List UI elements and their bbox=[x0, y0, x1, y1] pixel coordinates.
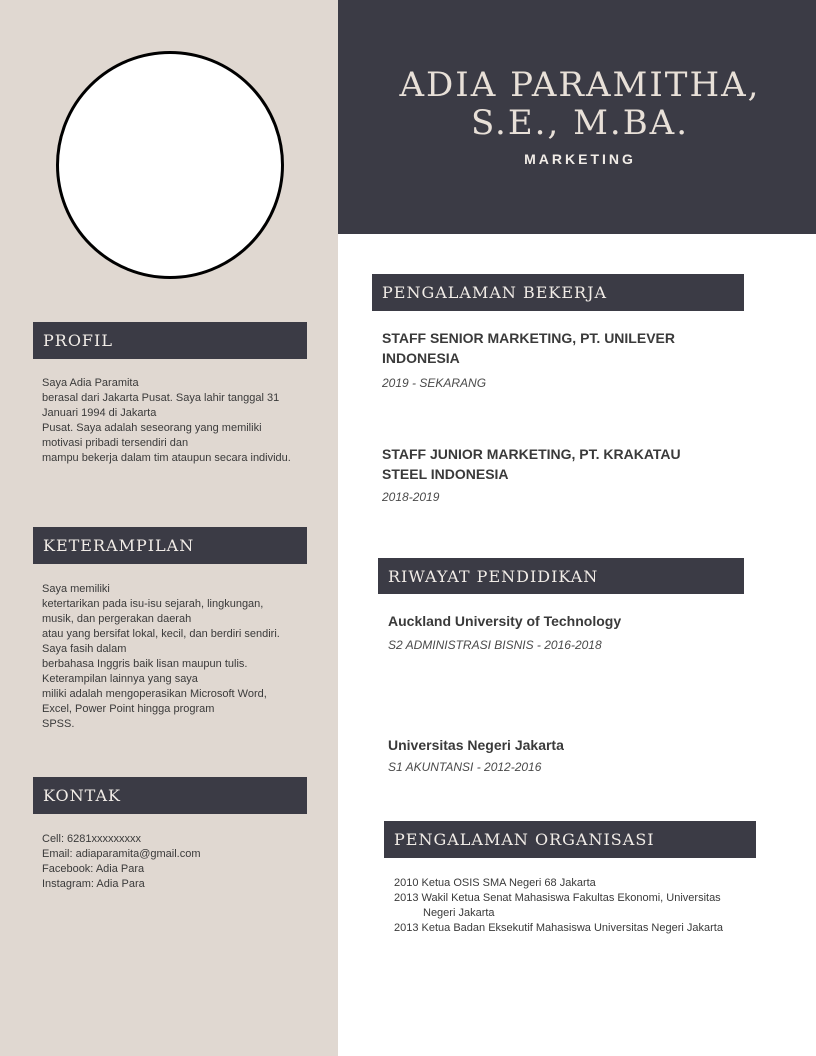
person-name bbox=[338, 66, 816, 142]
skills-line: Excel, Power Point hingga program bbox=[42, 703, 215, 715]
name-line-1: ADIA PARAMITHA, bbox=[399, 65, 761, 105]
job-title bbox=[382, 444, 681, 484]
profile-line: Januari 1994 di Jakarta bbox=[42, 407, 157, 419]
skills-line: musik, dan pergerakan daerah bbox=[42, 613, 192, 625]
school-name: Auckland University of Technology bbox=[388, 613, 622, 629]
job-period: 2019 - SEKARANG bbox=[382, 376, 487, 390]
experience-heading: PENGALAMAN BEKERJA bbox=[372, 274, 744, 311]
school-detail: S2 ADMINISTRASI BISNIS - 2016-2018 bbox=[388, 638, 602, 652]
profile-line: Pusat. Saya adalah seseorang yang memiliki bbox=[42, 422, 262, 434]
profile-text bbox=[42, 376, 304, 466]
contact-heading: KONTAK bbox=[33, 777, 307, 814]
organization-list bbox=[394, 876, 744, 936]
skills-line: Saya memiliki bbox=[42, 583, 110, 595]
profile-line: mampu bekerja dalam tim ataupun secara individu. bbox=[42, 452, 291, 464]
organization-heading: PENGALAMAN ORGANISASI bbox=[384, 821, 756, 858]
skills-line: SPSS. bbox=[42, 718, 75, 730]
skills-heading: KETERAMPILAN bbox=[33, 527, 307, 564]
skills-line: atau yang bersifat lokal, kecil, dan berdiri sendiri. bbox=[42, 628, 280, 640]
skills-line: Keterampilan lainnya yang saya bbox=[42, 673, 198, 685]
skills-line: berbahasa Inggris baik lisan maupun tulis. bbox=[42, 658, 248, 670]
contact-email: Email: adiaparamita@gmail.com bbox=[42, 848, 201, 860]
education-heading: RIWAYAT PENDIDIKAN bbox=[378, 558, 744, 594]
organization-item: 2013 Wakil Ketua Senat Mahasiswa Fakultas Ekonomi, Universitas Negeri Jakarta bbox=[394, 892, 721, 919]
school-name: Universitas Negeri Jakarta bbox=[388, 737, 564, 753]
contact-instagram: Instagram: Adia Para bbox=[42, 878, 145, 890]
school-detail: S1 AKUNTANSI - 2012-2016 bbox=[388, 760, 542, 774]
job-role: MARKETING bbox=[524, 151, 636, 167]
job-period: 2018-2019 bbox=[382, 490, 440, 504]
profile-line: motivasi pribadi tersendiri dan bbox=[42, 437, 189, 449]
skills-text bbox=[42, 582, 304, 732]
name-line-2: S.E., M.BA. bbox=[470, 103, 690, 143]
organization-item: 2010 Ketua OSIS SMA Negeri 68 Jakarta bbox=[394, 877, 596, 889]
job-title-line: STAFF SENIOR MARKETING, PT. UNILEVER bbox=[382, 330, 675, 346]
skills-line: Saya fasih dalam bbox=[42, 643, 127, 655]
profile-photo-placeholder bbox=[56, 51, 284, 279]
skills-line: miliki adalah mengoperasikan Microsoft Word, bbox=[42, 688, 267, 700]
job-title bbox=[382, 328, 675, 368]
contact-phone: Cell: 6281xxxxxxxxx bbox=[42, 833, 142, 845]
profile-line: Saya Adia Paramita bbox=[42, 377, 139, 389]
job-title-line: INDONESIA bbox=[382, 350, 460, 366]
profile-line: berasal dari Jakarta Pusat. Saya lahir tanggal 31 bbox=[42, 392, 280, 404]
profile-heading: PROFIL bbox=[33, 322, 307, 359]
organization-item: 2013 Ketua Badan Eksekutif Mahasiswa Universitas Negeri Jakarta bbox=[394, 922, 723, 934]
skills-line: ketertarikan pada isu-isu sejarah, lingkungan, bbox=[42, 598, 264, 610]
contact-text bbox=[42, 832, 304, 892]
job-title-line: STEEL INDONESIA bbox=[382, 466, 509, 482]
job-title-line: STAFF JUNIOR MARKETING, PT. KRAKATAU bbox=[382, 446, 681, 462]
contact-facebook: Facebook: Adia Para bbox=[42, 863, 145, 875]
